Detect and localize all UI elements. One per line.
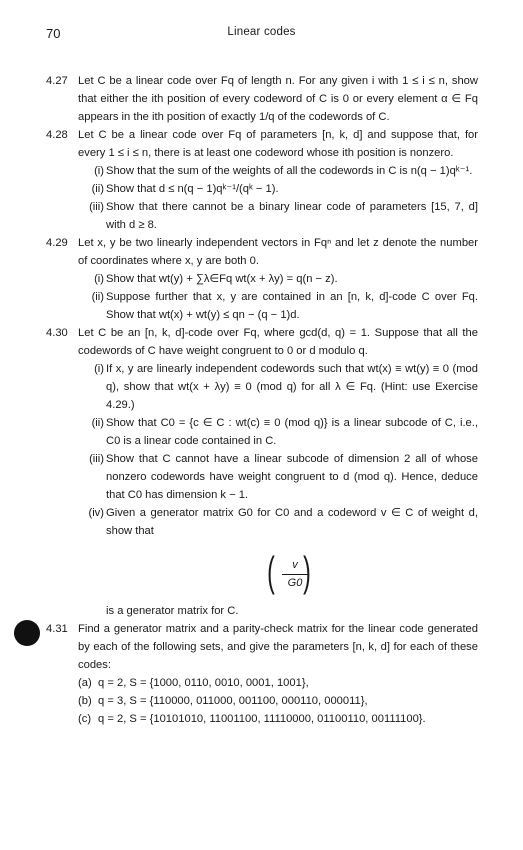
part-label: (iv) <box>88 507 104 519</box>
case-text: q = 2, S = {10101010, 11001100, 11110000, 01100110, 00111100}. <box>98 713 426 725</box>
exercise-part <box>0 288 523 324</box>
exercise-part <box>0 180 523 198</box>
exercise-case <box>0 692 523 710</box>
generator-matrix <box>0 550 523 598</box>
part-label: (iii) <box>89 453 104 465</box>
left-parenthesis: ( <box>267 548 275 595</box>
marker-bullet-icon <box>14 620 40 646</box>
part-label: (ii) <box>91 291 104 303</box>
running-head: Linear codes <box>227 26 296 38</box>
matrix-bottom-entry: G0 <box>287 577 303 589</box>
exercise-part <box>0 504 523 540</box>
exercise-number: 4.31 <box>46 623 68 635</box>
right-parenthesis: ) <box>303 548 311 595</box>
part-text: Show that the sum of the weights of all the codewords in C is n(q − 1)qᵏ⁻¹. <box>106 165 473 177</box>
exercise-part <box>0 360 523 414</box>
part-text: Show that there cannot be a binary linear code of parameters [15, 7, d] with d ≥ 8. <box>106 201 478 231</box>
part-label: (i) <box>94 165 104 177</box>
part-label: (iii) <box>89 201 104 213</box>
exercise-text: Let C be a linear code over Fq of length n. For any given i with 1 ≤ i ≤ n, show that either the ith position of every codeword of C is 0 or every element α ∈ Fq appears in the ith position of exactly 1/q of the codewords of C. <box>78 75 478 123</box>
exercise-text: Let C be a linear code over Fq of parameters [n, k, d] and suppose that, for every 1 ≤ i ≤ n, there is at least one codeword whose ith position is nonzero. <box>78 129 478 159</box>
exercise-list <box>0 72 523 728</box>
exercise-number: 4.30 <box>46 327 68 339</box>
exercise-number: 4.28 <box>46 129 68 141</box>
exercise-part <box>0 450 523 504</box>
exercise-case <box>0 710 523 728</box>
part-text: Show that d ≤ n(q − 1)qᵏ⁻¹/(qᵏ − 1). <box>106 183 279 195</box>
part-text: Show that C cannot have a linear subcode of dimension 2 all of whose nonzero codewords have weight congruent to d (mod q). Hence, deduce that C0 has dimension k − 1. <box>106 453 478 501</box>
exercise-case <box>0 674 523 692</box>
case-label: (a) <box>78 677 92 689</box>
page-header <box>0 26 523 42</box>
part-text: Suppose further that x, y are contained in an [n, k, d]-code C over Fq. Show that wt(x) + wt(y) ≤ qn − (q − 1)d. <box>106 291 478 321</box>
part-label: (ii) <box>91 183 104 195</box>
case-text: q = 3, S = {110000, 011000, 001100, 000110, 000011}, <box>98 695 368 707</box>
exercise-part <box>0 270 523 288</box>
exercise-text: Find a generator matrix and a parity-check matrix for the linear code generated by each of the following sets, and give the parameters [n, k, d] for each of these codes: <box>78 623 478 671</box>
part-text: Show that wt(y) + ∑λ∈Fq wt(x + λy) = q(n − z). <box>106 273 338 285</box>
exercise-part <box>0 162 523 180</box>
exercise-number: 4.29 <box>46 237 68 249</box>
case-label: (b) <box>78 695 92 707</box>
part-text: Given a generator matrix G0 for C0 and a codeword v ∈ C of weight d, show that <box>106 507 478 537</box>
exercise-part <box>0 198 523 234</box>
exercise-4-27 <box>0 72 523 126</box>
exercise-4-31 <box>0 620 523 674</box>
exercise-text: Let C be an [n, k, d]-code over Fq, where gcd(d, q) = 1. Suppose that all the codewords of C have weight congruent to 0 or d modulo q. <box>78 327 478 357</box>
exercise-4-30 <box>0 324 523 360</box>
exercise-number: 4.27 <box>46 75 68 87</box>
matrix-conclusion: is a generator matrix for C. <box>106 605 239 617</box>
exercise-part <box>0 414 523 450</box>
part-label: (ii) <box>91 417 104 429</box>
part-label: (i) <box>94 363 104 375</box>
part-text: Show that C0 = {c ∈ C : wt(c) ≡ 0 (mod q)} is a linear subcode of C, i.e., C0 is a linear code contained in C. <box>106 417 478 447</box>
exercise-4-29 <box>0 234 523 270</box>
exercise-4-28 <box>0 126 523 162</box>
part-text: If x, y are linearly independent codewords such that wt(x) ≡ wt(y) ≡ 0 (mod q), show that wt(x + λy) ≡ 0 (mod q) for all λ ∈ Fq. (Hint: use Exercise 4.29.) <box>106 363 478 411</box>
case-text: q = 2, S = {1000, 0110, 0010, 0001, 1001}, <box>98 677 309 689</box>
case-label: (c) <box>78 713 92 725</box>
matrix-top-entry: v <box>292 559 298 571</box>
exercise-text: Let x, y be two linearly independent vectors in Fqⁿ and let z denote the number of coordinates where x, y are both 0. <box>78 237 478 267</box>
part-label: (i) <box>94 273 104 285</box>
page-number: 70 <box>46 26 61 41</box>
